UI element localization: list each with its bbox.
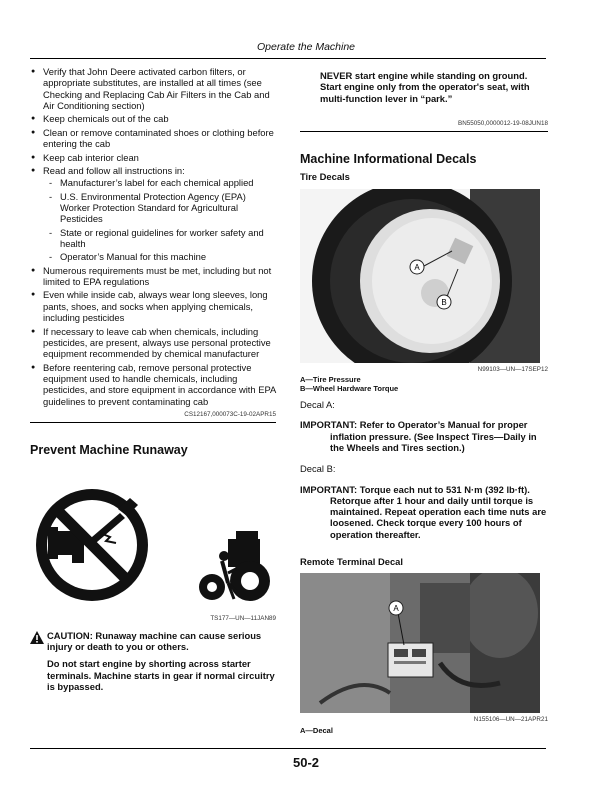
- caution-text: CAUTION: Runaway machine can cause serious injury or death to you or others.: [47, 629, 262, 653]
- important-a: IMPORTANT: Refer to Operator’s Manual for proper inflation pressure. (See Inspect Tires—Daily in the Wheels and Tires section.): [300, 419, 537, 453]
- never-start-warning: NEVER start engine while standing on ground. Start engine only from the operator's seat, with multi-function lever in “park.”: [320, 70, 530, 104]
- list-item: ● Even while inside cab, always wear long sleeves, long pants, shoes, and socks when applying chemicals, including pesticides: [30, 289, 276, 323]
- section-rule: [30, 422, 276, 423]
- instructions-sublist: [43, 177, 276, 262]
- important-b: IMPORTANT: Torque each nut to 531 N·m (392 lb·ft). Retorque after 1 hour and daily until torque is maintained. Repeat operation each time nuts are loosened. Check torque every 100 hours of operation thereafter.: [300, 483, 547, 540]
- legend-a: A—Tire Pressure: [300, 375, 361, 385]
- legend-b: B—Wheel Hardware Torque: [300, 384, 399, 394]
- list-item: ● Clean or remove contaminated shoes or clothing before entering the cab: [30, 127, 276, 150]
- reference-code: CS12167,000073C-19-02APR15: [184, 411, 276, 418]
- list-item: ● Numerous requirements must be met, including but not limited to EPA regulations: [30, 265, 276, 288]
- legend-decal: A—Decal: [300, 725, 333, 735]
- section-rule: [300, 131, 548, 132]
- no-shorting-symbol-icon: [30, 483, 276, 611]
- footer-rule: [30, 748, 546, 749]
- list-item: ● Verify that John Deere activated carbon filters, or appropriate substitutes, are installed at all times (see Checking and Replacing Cab Air Filters in the Cab and Air Conditioning section): [30, 66, 276, 111]
- callout-a: A: [393, 604, 399, 614]
- runaway-illustration: [30, 483, 276, 611]
- right-column: [300, 70, 548, 735]
- section-title: Prevent Machine Runaway: [30, 443, 188, 458]
- sub-list-item: - Operator’s Manual for this machine: [47, 251, 276, 262]
- figure-id: TS177—UN—11JAN89: [210, 614, 276, 622]
- section-title: Machine Informational Decals: [300, 152, 477, 167]
- running-header: Operate the Machine: [256, 41, 356, 53]
- remote-terminal-photo: [300, 573, 540, 713]
- figure-id: N155106—UN—21APR21: [473, 716, 548, 724]
- cab-safety-list: [30, 66, 276, 407]
- decal-a-label: Decal A:: [300, 399, 335, 411]
- header-rule: [30, 58, 546, 59]
- tire-decals-photo: [300, 189, 540, 363]
- caution-body: Do not start engine by shorting across starter terminals. Machine starts in gear if normal circuitry is bypassed.: [47, 658, 275, 693]
- subsection-title: Remote Terminal Decal: [300, 556, 403, 568]
- reference-code: BN55050,0000012-19-08JUN18: [458, 119, 548, 127]
- sub-list-item: - U.S. Environmental Protection Agency (EPA) Worker Protection Standard for Agricultural Pesticides: [47, 191, 276, 225]
- list-item: ● Before reentering cab, remove personal protective equipment used to handle chemicals, including pesticides, and store equipment in accordance with EPA guidelines to prevent contaminating cab: [30, 362, 276, 407]
- left-column: [30, 66, 276, 692]
- warning-triangle-icon: [30, 631, 44, 645]
- callout-b: B: [441, 297, 447, 307]
- list-item-text: Read and follow all instructions in:: [43, 165, 185, 177]
- list-item: [30, 165, 276, 262]
- decal-b-label: Decal B:: [300, 463, 336, 475]
- list-item: ● Keep cab interior clean: [30, 152, 276, 163]
- callout-a: A: [414, 262, 420, 272]
- figure-id: N99103—UN—17SEP12: [477, 365, 548, 373]
- subsection-title: Tire Decals: [300, 171, 350, 183]
- list-item: ● If necessary to leave cab when chemicals, including pesticides, are present, always use personal protective equipment recommended by chemical manufacturer: [30, 326, 276, 360]
- list-item: ● Keep chemicals out of the cab: [30, 113, 276, 124]
- caution-block: [30, 630, 276, 692]
- sub-list-item: - Manufacturer’s label for each chemical applied: [47, 177, 276, 188]
- sub-list-item: - State or regional guidelines for worker safety and health: [47, 227, 276, 250]
- page-number: 50-2: [292, 755, 320, 770]
